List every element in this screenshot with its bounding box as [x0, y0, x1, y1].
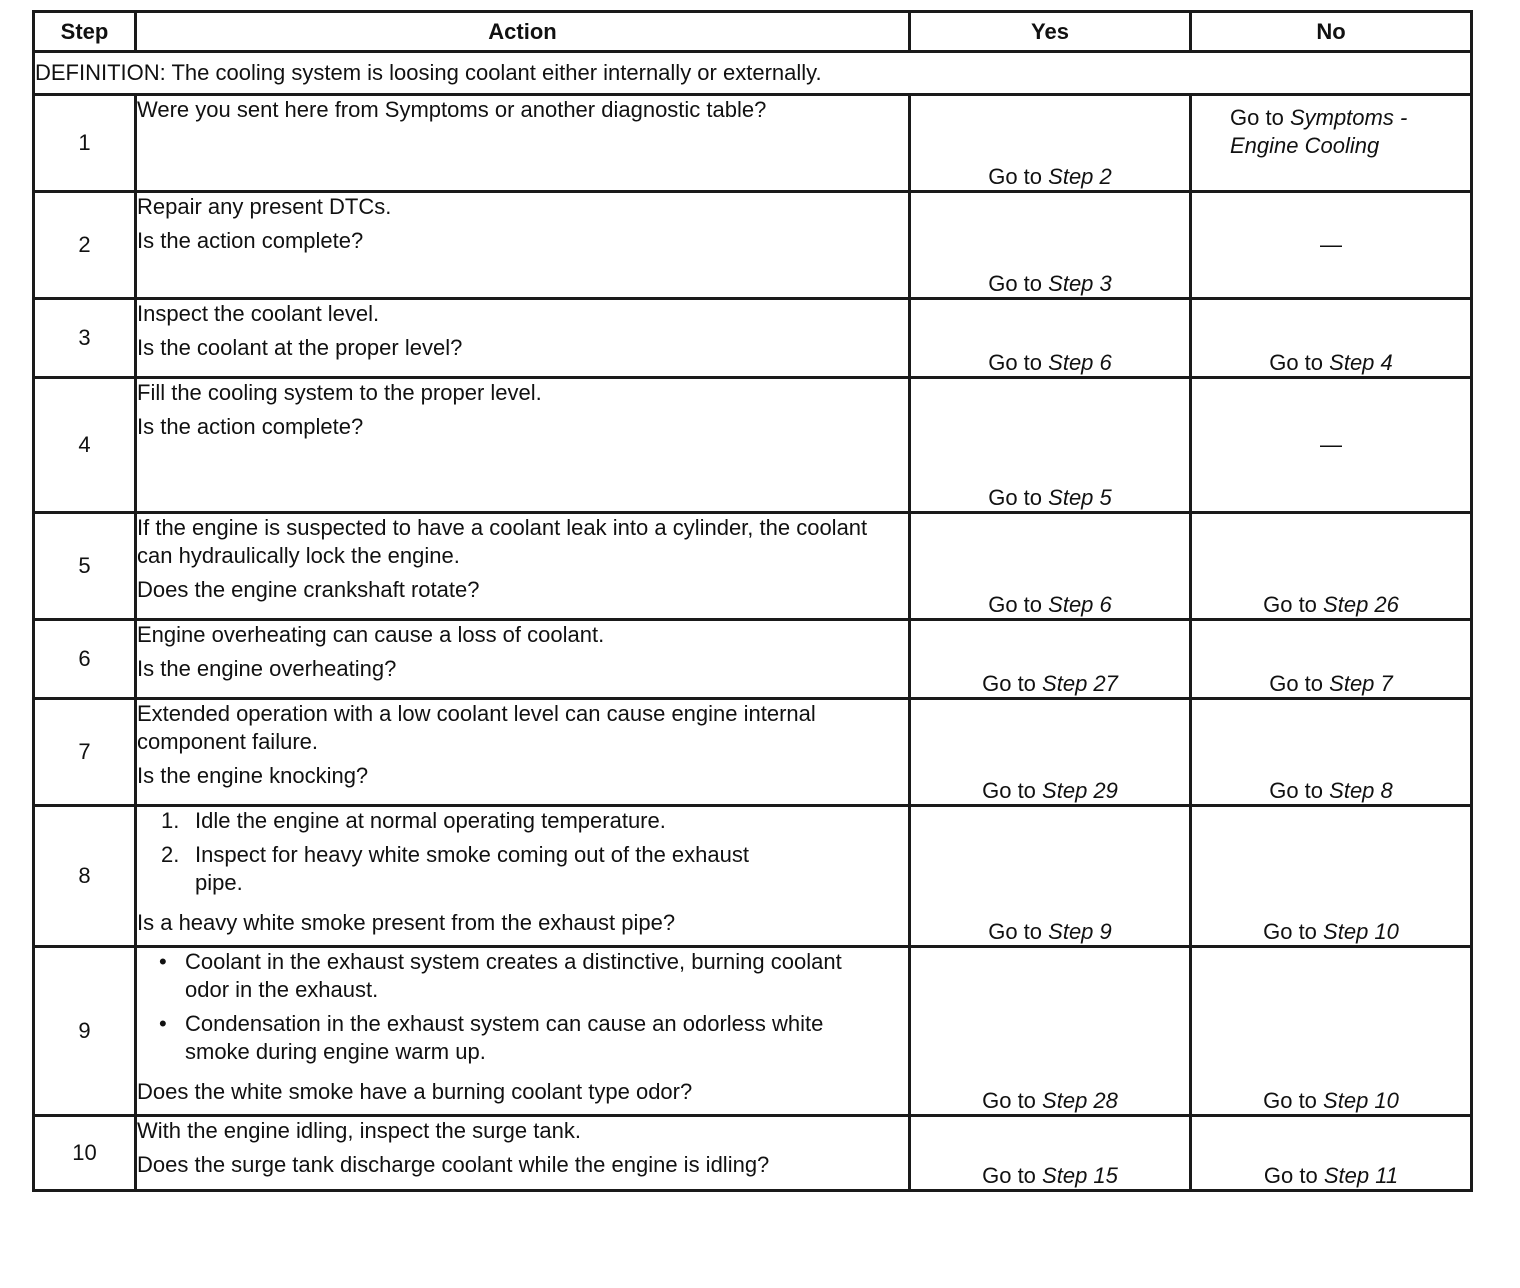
numbered-list — [137, 807, 908, 903]
list-text: Condensation in the exhaust system can cause an odorless white smoke during engine warm up. — [185, 1011, 824, 1064]
goto-prefix: Go to — [982, 1088, 1036, 1113]
list-item — [137, 1010, 908, 1066]
yes-cell — [910, 192, 1191, 299]
list-item — [137, 948, 908, 1004]
action-text: If the engine is suspected to have a coolant leak into a cylinder, the coolant can hydraulically lock the engine. — [137, 515, 868, 568]
no-cell — [1191, 299, 1472, 378]
action-cell — [136, 620, 910, 699]
list-item — [161, 807, 908, 835]
yes-target: Step 5 — [1048, 485, 1112, 510]
action-question: Does the surge tank discharge coolant while the engine is idling? — [137, 1152, 770, 1177]
goto-prefix: Go to — [1263, 1088, 1317, 1113]
goto-prefix: Go to — [1269, 671, 1324, 696]
action-cell — [136, 699, 910, 806]
no-target: Step 10 — [1323, 1088, 1399, 1113]
action-cell — [136, 299, 910, 378]
list-marker: 2. — [161, 842, 180, 867]
yes-cell — [910, 1116, 1191, 1191]
action-question: Is the engine knocking? — [137, 763, 369, 788]
step-number: 1 — [34, 95, 136, 192]
no-cell — [1191, 699, 1472, 806]
action-text: Engine overheating can cause a loss of coolant. — [137, 622, 605, 647]
header-step: Step — [34, 12, 136, 52]
action-text: Were you sent here from Symptoms or another diagnostic table? — [137, 97, 767, 122]
action-cell — [136, 513, 910, 620]
table-row — [34, 192, 1472, 299]
table-row — [34, 378, 1472, 513]
goto-prefix: Go to — [1230, 105, 1284, 130]
bullet-marker: • — [159, 949, 167, 974]
no-cell — [1191, 95, 1472, 192]
yes-target: Step 6 — [1048, 350, 1112, 375]
header-no: No — [1191, 12, 1472, 52]
table-row — [34, 95, 1472, 192]
list-text: Coolant in the exhaust system creates a distinctive, burning coolant odor in the exhaust. — [185, 949, 842, 1002]
table-row — [34, 699, 1472, 806]
goto-prefix: Go to — [1269, 350, 1324, 375]
no-target: Step 26 — [1323, 592, 1399, 617]
yes-target: Step 6 — [1048, 592, 1112, 617]
yes-cell — [910, 699, 1191, 806]
yes-cell — [910, 806, 1191, 947]
bullet-marker: • — [159, 1011, 167, 1036]
action-text: With the engine idling, inspect the surge tank. — [137, 1118, 581, 1143]
list-marker: 1. — [161, 808, 180, 833]
yes-cell — [910, 95, 1191, 192]
goto-prefix: Go to — [988, 164, 1043, 189]
goto-prefix: Go to — [982, 778, 1036, 803]
yes-target: Step 9 — [1048, 919, 1112, 944]
header-row — [34, 12, 1472, 52]
table-row — [34, 513, 1472, 620]
step-number: 3 — [34, 299, 136, 378]
yes-target: Step 15 — [1042, 1163, 1118, 1188]
list-text: Idle the engine at normal operating temperature. — [195, 808, 666, 833]
no-target: Step 8 — [1329, 778, 1393, 803]
no-cell — [1191, 513, 1472, 620]
step-number: 6 — [34, 620, 136, 699]
action-cell — [136, 192, 910, 299]
goto-prefix: Go to — [988, 919, 1043, 944]
action-text: Extended operation with a low coolant level can cause engine internal component failure. — [137, 701, 816, 754]
no-target: Step 4 — [1329, 350, 1393, 375]
goto-prefix: Go to — [1263, 592, 1317, 617]
yes-target: Step 29 — [1042, 778, 1118, 803]
goto-prefix: Go to — [1263, 1163, 1318, 1188]
action-cell — [136, 95, 910, 192]
header-yes: Yes — [910, 12, 1191, 52]
no-cell — [1191, 192, 1472, 299]
list-text: Inspect for heavy white smoke coming out of the exhaust pipe. — [195, 842, 749, 895]
goto-prefix: Go to — [982, 671, 1036, 696]
goto-prefix: Go to — [988, 592, 1043, 617]
goto-prefix: Go to — [1269, 778, 1324, 803]
step-number: 9 — [34, 947, 136, 1116]
table-row — [34, 299, 1472, 378]
yes-cell — [910, 299, 1191, 378]
goto-prefix: Go to — [1263, 919, 1317, 944]
action-question: Is the action complete? — [137, 414, 364, 439]
yes-target: Step 28 — [1042, 1088, 1118, 1113]
no-dash: — — [1320, 432, 1342, 457]
table-row — [34, 1116, 1472, 1191]
action-cell — [136, 947, 910, 1116]
no-target: Symptoms - Engine Cooling — [1230, 105, 1408, 158]
no-cell — [1191, 1116, 1472, 1191]
step-number: 4 — [34, 378, 136, 513]
action-question: Is the coolant at the proper level? — [137, 335, 463, 360]
yes-cell — [910, 378, 1191, 513]
action-text: Repair any present DTCs. — [137, 194, 392, 219]
header-action: Action — [136, 12, 910, 52]
goto-prefix: Go to — [982, 1163, 1036, 1188]
list-item — [161, 841, 908, 897]
table-row — [34, 806, 1472, 947]
goto-prefix: Go to — [988, 350, 1043, 375]
action-question: Does the engine crankshaft rotate? — [137, 577, 480, 602]
step-number: 10 — [34, 1116, 136, 1191]
action-question: Is the action complete? — [137, 228, 364, 253]
yes-cell — [910, 947, 1191, 1116]
no-target: Step 7 — [1329, 671, 1393, 696]
action-cell — [136, 806, 910, 947]
no-dash: — — [1320, 232, 1342, 257]
bullet-list — [137, 948, 908, 1072]
yes-target: Step 2 — [1048, 164, 1112, 189]
definition-row — [34, 52, 1472, 95]
table-row — [34, 947, 1472, 1116]
action-text: Inspect the coolant level. — [137, 301, 380, 326]
no-cell — [1191, 620, 1472, 699]
yes-cell — [910, 513, 1191, 620]
action-question: Is a heavy white smoke present from the exhaust pipe? — [137, 910, 676, 935]
no-cell — [1191, 947, 1472, 1116]
action-text: Fill the cooling system to the proper level. — [137, 380, 542, 405]
goto-prefix: Go to — [988, 485, 1043, 510]
step-number: 2 — [34, 192, 136, 299]
action-cell — [136, 378, 910, 513]
yes-target: Step 3 — [1048, 271, 1112, 296]
definition-text: DEFINITION: The cooling system is loosing coolant either internally or externally. — [34, 52, 1472, 95]
yes-target: Step 27 — [1042, 671, 1118, 696]
no-target: Step 11 — [1323, 1163, 1399, 1188]
diagnostic-table — [32, 10, 1473, 1192]
yes-cell — [910, 620, 1191, 699]
table-row — [34, 620, 1472, 699]
action-cell — [136, 1116, 910, 1191]
no-cell — [1191, 378, 1472, 513]
step-number: 7 — [34, 699, 136, 806]
step-number: 5 — [34, 513, 136, 620]
step-number: 8 — [34, 806, 136, 947]
goto-prefix: Go to — [988, 271, 1043, 296]
action-question: Does the white smoke have a burning coolant type odor? — [137, 1079, 693, 1104]
no-cell — [1191, 806, 1472, 947]
action-question: Is the engine overheating? — [137, 656, 397, 681]
no-target: Step 10 — [1323, 919, 1399, 944]
